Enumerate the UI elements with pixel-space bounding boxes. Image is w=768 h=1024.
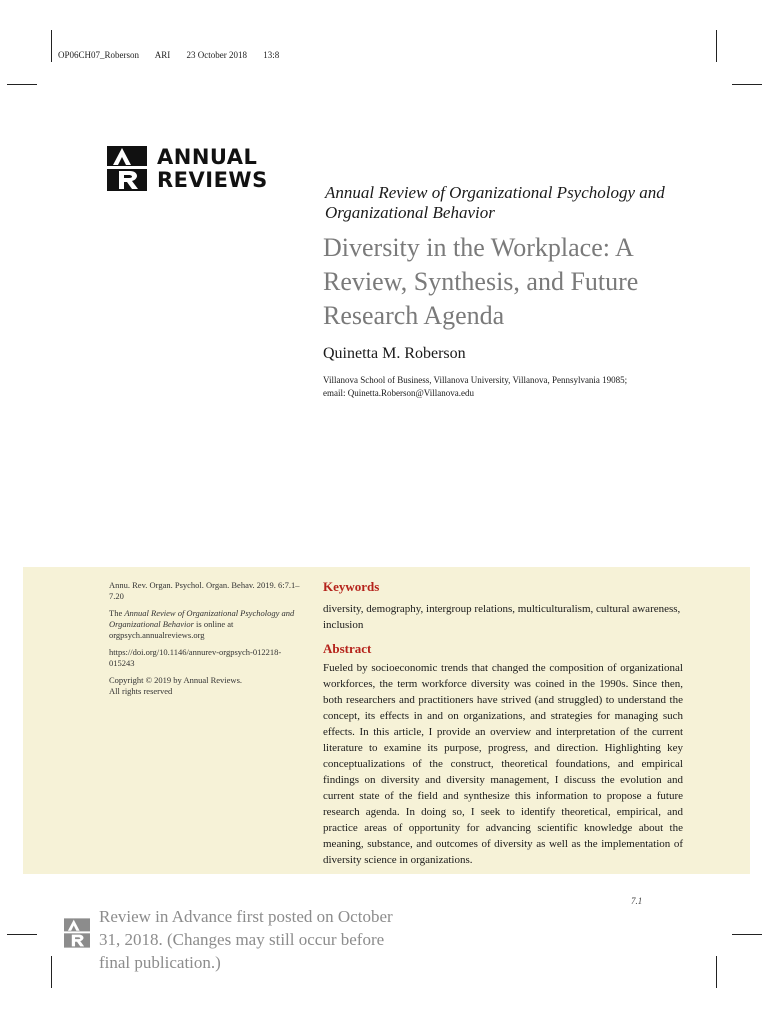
print-header	[58, 50, 293, 60]
ar-logo-icon	[107, 146, 147, 191]
journal-name: Annual Review of Organizational Psychology and Organizational Behavior	[325, 183, 665, 222]
crop-mark	[7, 84, 37, 85]
logo-line-1: ANNUAL	[157, 145, 258, 169]
crop-mark	[51, 956, 52, 988]
copyright	[109, 675, 304, 697]
online-prefix: The	[109, 608, 125, 618]
logo-line-2: REVIEWS	[157, 168, 268, 192]
article-title: Diversity in the Workplace: A Review, Synthesis, and Future Research Agenda	[323, 233, 639, 330]
abstract-heading: Abstract	[323, 641, 372, 656]
page-number: 7.1	[631, 896, 643, 906]
doi-link[interactable]: https://doi.org/10.1146/annurev-orgpsych-012218-015243	[109, 647, 282, 668]
abstract-text: Fueled by socioeconomic trends that changed the composition of organizational workforces, the term workforce diversity was coined in the 1990s. Since then, both researchers and practitioners have strived (and struggled) to understand the concept, its effects in and on organizations, and strategies for managing such effects. In this article, I provide an overview and interpretation of the current literature to examine its purpose, progress, and direction. Highlighting key conceptualizations of the construct, theoretical foundations, and empirical findings on diversity and diversity management, I discuss the evolution and current state of the field and synthesize this information to propose a future research agenda. In doing so, I seek to identify theoretical, empirical, and practice areas of opportunity for advancing scientific knowledge about the meaning, substance, and outcomes of diversity as well as the implementation of diversity science in organizations.	[323, 662, 683, 866]
crop-mark	[732, 934, 762, 935]
online-journal: Annual Review of Organizational Psychology and Organizational Behavior	[109, 608, 295, 629]
crop-mark	[716, 956, 717, 988]
affiliation-address: Villanova School of Business, Villanova University, Villanova, Pennsylvania 19085;	[323, 375, 628, 385]
online-note	[109, 608, 304, 641]
article-info-sidebar	[109, 580, 304, 697]
crop-mark	[732, 84, 762, 85]
print-time: 13:8	[263, 50, 280, 60]
file-id: OP06CH07_Roberson	[58, 50, 140, 60]
publisher-code: ARI	[154, 50, 171, 60]
ar-logo-icon	[64, 918, 90, 948]
online-suffix: is online at orgpsych.annualreviews.org	[109, 619, 234, 640]
citation: Annu. Rev. Organ. Psychol. Organ. Behav. 2019. 6:7.1–7.20	[109, 580, 300, 601]
crop-mark	[716, 30, 717, 62]
print-date: 23 October 2018	[186, 50, 248, 60]
rights-line: All rights reserved	[109, 686, 173, 696]
crop-mark	[7, 934, 37, 935]
logo-wordmark	[157, 146, 268, 192]
affiliation-email: email: Quinetta.Roberson@Villanova.edu	[323, 388, 474, 398]
review-in-advance-notice: Review in Advance first posted on October 31, 2018. (Changes may still occur before final publication.)	[99, 907, 393, 972]
keywords-heading: Keywords	[323, 579, 380, 594]
copyright-line: Copyright © 2019 by Annual Reviews.	[109, 675, 243, 685]
author-name: Quinetta M. Roberson	[323, 345, 466, 362]
keywords-text: diversity, demography, intergroup relations, multiculturalism, cultural awareness, inclusion	[323, 603, 681, 631]
crop-mark	[51, 30, 52, 62]
author-affiliation	[323, 374, 683, 400]
